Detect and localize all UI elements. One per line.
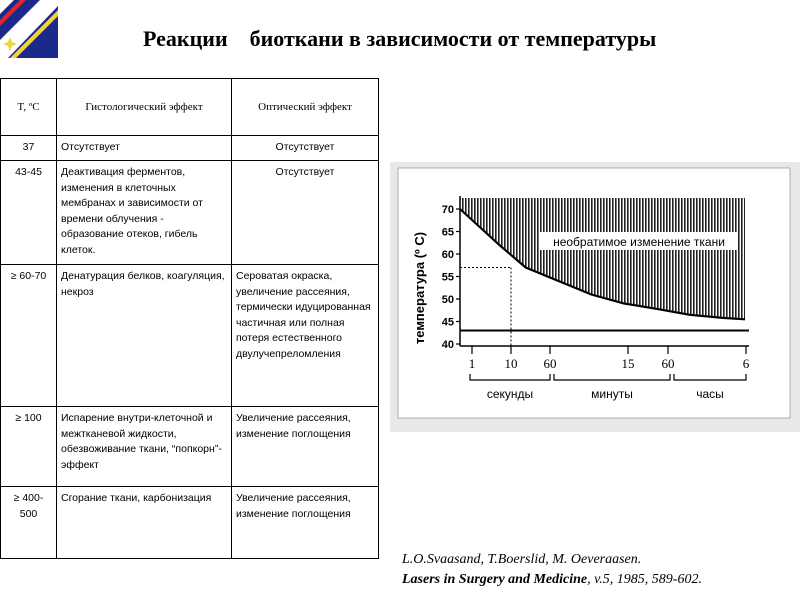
y-tick-label: 60 [441,249,454,261]
chart-svg [390,162,800,432]
cell-temperature: 37 [1,136,57,161]
x-tick-label: 6 [742,356,750,371]
table-row [1,265,379,407]
y-tick-label: 45 [441,316,454,329]
cell-temperature: ≥ 100 [1,407,57,487]
x-tick-label: 1 [468,356,476,371]
cell-histological: Деактивация ферментов, изменения в клеточных мембранах и зависимости от времени облучения - образование отеков, гибель клеток. [57,161,232,265]
citation [402,550,800,590]
cell-histological: Сгорание ткани, карбонизация [57,487,232,559]
cell-optical: Увеличение рассеяния, изменение поглощения [232,407,379,487]
cell-histological: Отсутствует [57,136,232,161]
header-histological: Гистологический эффект [57,79,232,136]
table-row [1,161,379,265]
y-tick-label: 40 [441,339,454,351]
page-title: Реакции биоткани в зависимости от температуры [143,26,657,51]
cell-histological: Испарение внутри-клеточной и межтканевой жидкости, обезвоживание ткани, “попкорн”- эффект [57,407,232,487]
cell-optical: Отсутствует [232,136,379,161]
reactions-table [0,78,379,559]
x-tick-label: 60 [661,356,675,371]
cell-temperature: 43-45 [1,161,57,265]
institution-logo [0,0,58,58]
cell-histological: Денатурация белков, коагуляция, некроз [57,265,232,407]
x-tick-label: 10 [504,356,518,371]
table-row [1,136,379,161]
table-row [1,407,379,487]
table-row [1,487,379,559]
cell-optical: Увеличение рассеяния, изменение поглощения [232,487,379,559]
x-group-label: секунды [486,387,534,401]
x-group-label: минуты [591,387,633,401]
y-tick-label: 65 [441,226,454,239]
y-tick-label: 70 [441,204,454,216]
header-optical: Оптический эффект [232,79,379,136]
x-group-label: часы [696,387,724,401]
table-header-row [1,79,379,136]
x-tick-label: 60 [543,356,557,371]
header-temperature: T, ºC [1,79,57,136]
cell-temperature: ≥ 400-500 [1,487,57,559]
y-tick-label: 55 [441,271,454,284]
citation-source [402,570,800,590]
region-label: необратимое изменение ткани [553,235,725,249]
temperature-chart [390,162,800,432]
cell-optical: Сероватая окраска, увеличение рассеяния, термически идуцированная частичная или полная потеря естественного двулучепреломления [232,265,379,407]
citation-journal: Lasers in Surgery and Medicine [402,572,588,587]
cell-optical: Отсутствует [232,161,379,265]
cell-temperature: ≥ 60-70 [1,265,57,407]
citation-details: , v.5, 1985, 589-602. [587,572,702,587]
y-tick-label: 50 [441,294,454,306]
x-tick-label: 15 [621,356,635,371]
citation-authors: L.O.Svaasand, T.Boerslid, M. Oeveraasen. [402,552,642,567]
y-axis-label: температура (º C) [412,231,427,345]
